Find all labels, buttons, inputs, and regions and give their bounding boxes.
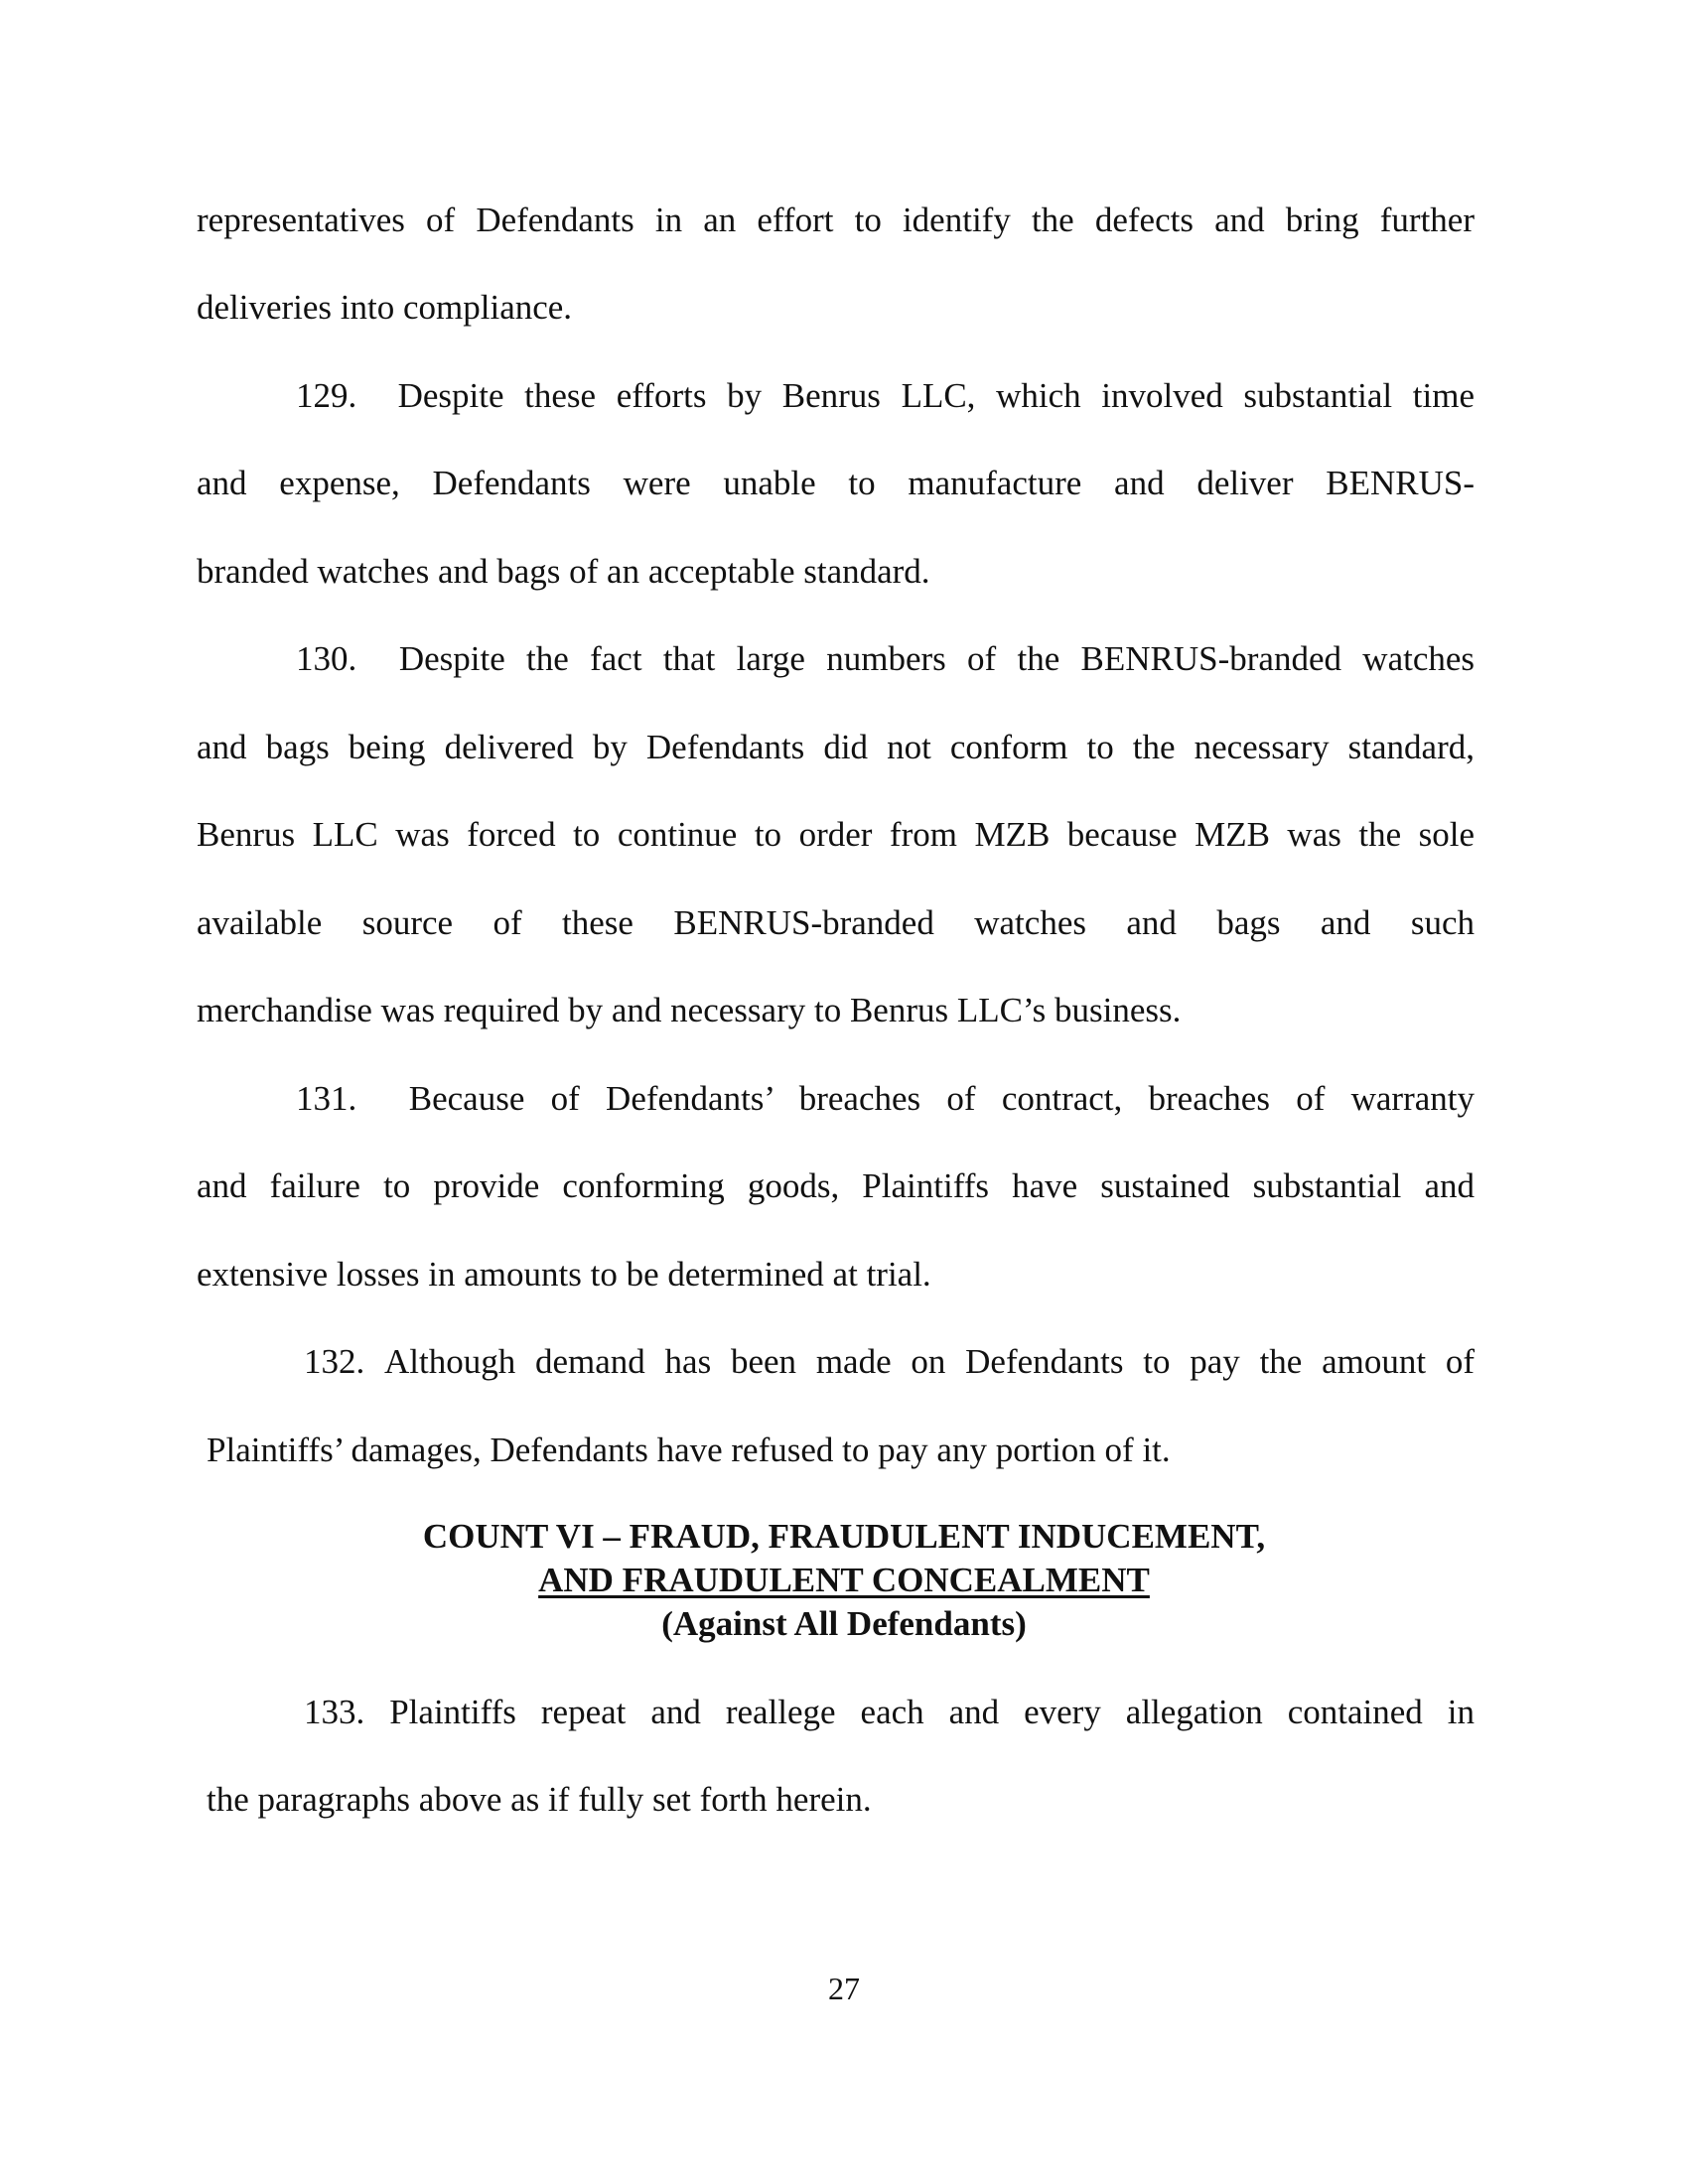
count-heading-underlined: AND FRAUDULENT CONCEALMENT: [538, 1561, 1150, 1599]
continuation-line-1: representatives of Defendants in an effort to identify the defects and bring further: [197, 201, 1475, 239]
paragraph-130-line-3: Benrus LLC was forced to continue to order from MZB because MZB was the sole: [197, 815, 1475, 854]
paragraph-text: Because of Defendants’ breaches of contract, breaches of warranty: [408, 1079, 1475, 1118]
paragraph-129-line-1: [296, 376, 1475, 416]
paragraph-132-line-1: [304, 1342, 1475, 1382]
paragraph-text: Despite the fact that large numbers of the BENRUS-branded watches: [398, 639, 1476, 678]
count-heading-line-1: COUNT VI – FRAUD, FRAUDULENT INDUCEMENT,: [422, 1517, 1266, 1556]
paragraph-131-line-1: [296, 1079, 1475, 1119]
paragraph-number: 132.: [304, 1342, 365, 1381]
paragraph-text: Despite these efforts by Benrus LLC, which involved substantial time: [397, 376, 1476, 415]
paragraph-133-line-2: the paragraphs above as if fully set forth herein.: [207, 1780, 872, 1819]
paragraph-130-line-5: merchandise was required by and necessary to Benrus LLC’s business.: [197, 991, 1182, 1029]
paragraph-131-line-3: extensive losses in amounts to be determined at trial.: [197, 1255, 931, 1294]
paragraph-number: 131.: [296, 1079, 357, 1118]
continuation-line-2: deliveries into compliance.: [197, 288, 573, 327]
paragraph-130-line-4: available source of these BENRUS-branded watches and bags and such: [197, 903, 1475, 942]
paragraph-130-line-2: and bags being delivered by Defendants did not conform to the necessary standard,: [197, 728, 1475, 766]
count-heading-line-3: (Against All Defendants): [661, 1604, 1027, 1643]
paragraph-number: 129.: [296, 376, 357, 415]
page-number: 27: [828, 1971, 860, 2006]
paragraph-text: Plaintiffs repeat and reallege each and every allegation contained in: [389, 1693, 1475, 1731]
paragraph-132-line-2: Plaintiffs’ damages, Defendants have refused to pay any portion of it.: [207, 1431, 1171, 1469]
paragraph-129-line-3: branded watches and bags of an acceptable standard.: [197, 552, 930, 591]
paragraph-number: 130.: [296, 639, 357, 678]
paragraph-text: Although demand has been made on Defendants to pay the amount of: [384, 1342, 1475, 1381]
paragraph-number: 133.: [304, 1693, 365, 1731]
paragraph-130-line-1: [296, 639, 1475, 679]
paragraph-129-line-2: and expense, Defendants were unable to manufacture and deliver BENRUS-: [197, 464, 1475, 502]
paragraph-133-line-1: [304, 1693, 1475, 1732]
count-heading-line-2: [0, 1561, 1688, 1600]
paragraph-131-line-2: and failure to provide conforming goods, Plaintiffs have sustained substantial and: [197, 1166, 1475, 1205]
